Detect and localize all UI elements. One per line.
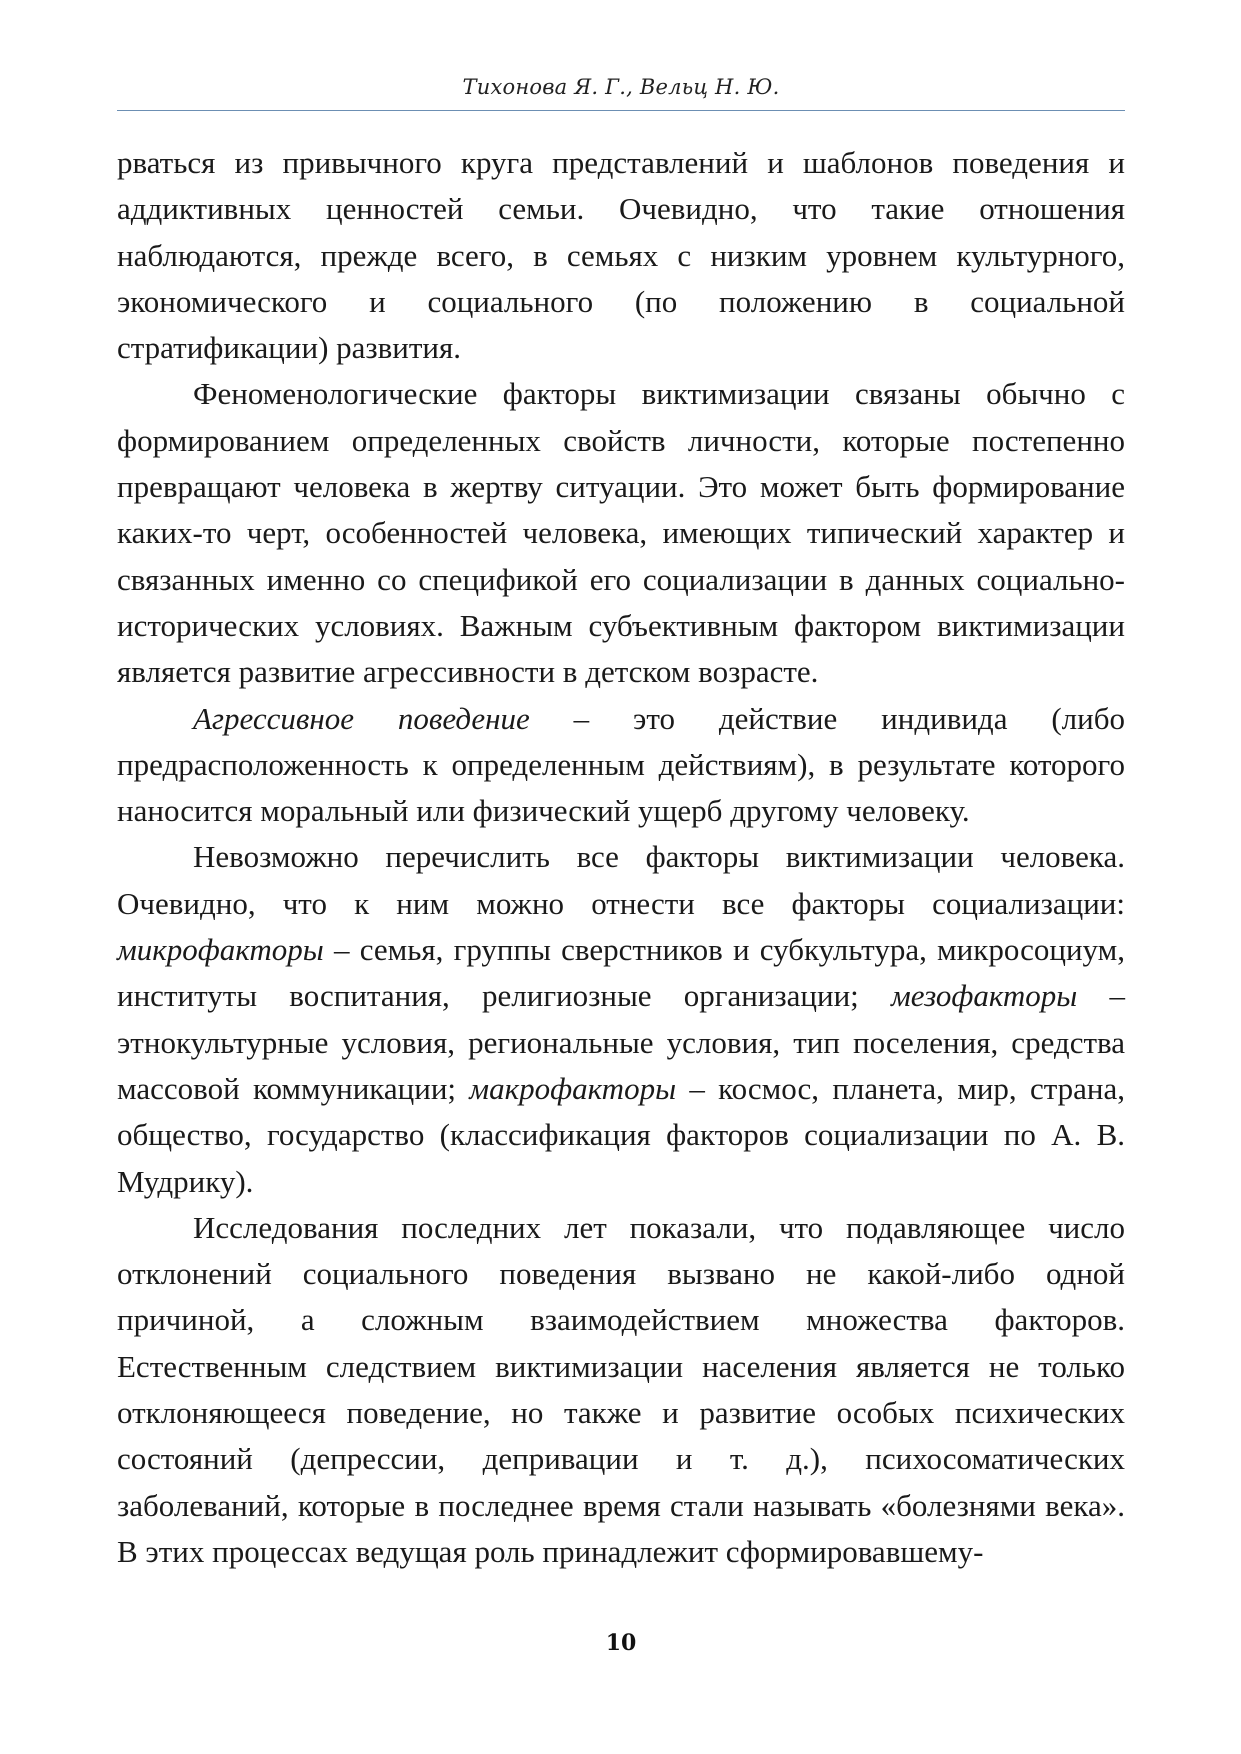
paragraph-2: Феноменологические факторы виктимизации связаны обычно с формированием определенных свойств личности, которые постепенно превращают человека в жертву ситуации. Это может быть формирование каких-то черт, особенностей человека, имеющих типический характер и связанных именно со спецификой его социализации в данных социально-исторических условиях. Важным субъективным фактором виктимизации является развитие агрессивности в детском возрасте. (117, 376, 1125, 690)
paragraph-3 (117, 696, 1125, 835)
paragraph-5: Исследования последних лет показали, что подавляющее число отклонений социального поведения вызвано не какой-либо одной причиной, а сложным взаимодействием множества факторов. Естественным следствием виктимизации населения является не только отклоняющееся поведение, но также и развитие особых психических состояний (депрессии, депривации и т. д.), психосоматических заболеваний, которые в последнее время стали называть «болезнями века». В этих процессах ведущая роль принадлежит сформировавшему- (117, 1209, 1125, 1569)
paragraph-3-text: – это действие индивида (либо предрасположенность к определенным действиям), в результате которого наносится моральный или физический ущерб другому человеку. (117, 700, 1125, 829)
paragraph-4-text-3: – этнокультурные условия, региональные условия, тип поселения, средства массовой коммуникации; (117, 978, 1126, 1106)
term-aggressive-behavior: Агрессивное поведение (193, 700, 530, 736)
term-mesofactors: мезофакторы (891, 978, 1078, 1014)
paragraph-1: рваться из привычного круга представлений и шаблонов поведения и аддиктивных ценностей семьи. Очевидно, что такие отношения наблюдаются, прежде всего, в семьях с низким уровнем культурного, экономического и социального (по положению в социальной стратификации) развития. (117, 145, 1125, 366)
running-header: Тихонова Я. Г., Вельц Н. Ю. (462, 75, 780, 99)
paragraph-4-text-4: – космос, планета, мир, страна, общество, государство (классификация факторов социализации по А. В. Мудрику). (117, 1070, 1125, 1199)
header-divider (117, 110, 1125, 111)
paragraph-4 (117, 834, 1125, 1204)
term-macrofactors: макрофакторы (469, 1070, 677, 1106)
page-body (117, 140, 1125, 1575)
page-number: 10 (605, 1630, 637, 1656)
term-microfactors: микрофакторы (117, 932, 324, 968)
paragraph-4-text-2: – семья, группы сверстников и субкультура, микросоциум, институты воспитания, религиозные организации; (117, 932, 1125, 1014)
paragraph-4-text-1: Невозможно перечислить все факторы виктимизации человека. Очевидно, что к ним можно отнести все факторы социализации: (117, 839, 1125, 921)
